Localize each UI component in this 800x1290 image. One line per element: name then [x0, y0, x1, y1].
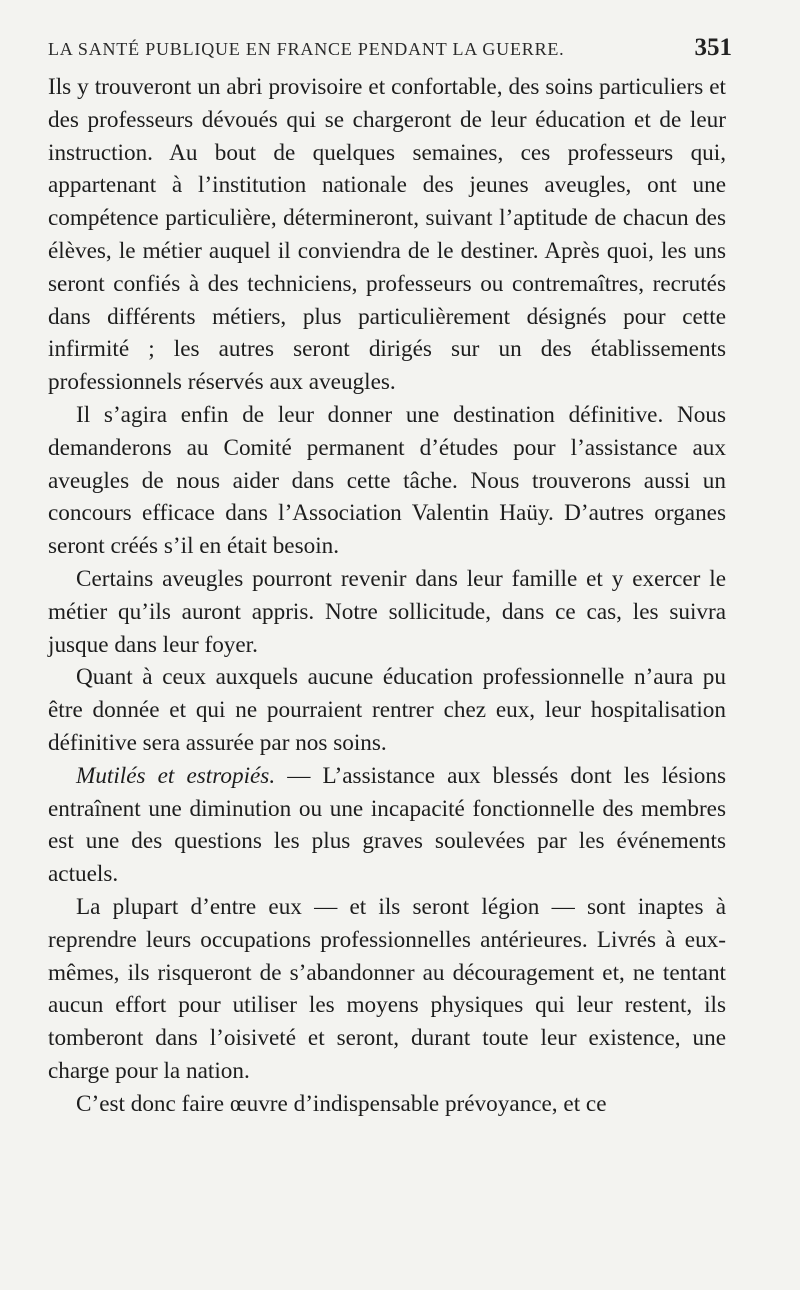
section-text: — L’assistance aux blessés dont les lésions entraînent une diminution ou une incapacité fonctionnelle des membres est une des questions les plus graves soulevées par les événements actuels.	[48, 762, 726, 888]
paragraph-continuation: Ils y trouveront un abri provisoire et confortable, des soins particuliers et des professeurs dévoués qui se chargeront de leur éducation et de leur instruction. Au bout de quelques semaines, ces professeurs qui, appartenant à l’institution nationale des jeunes aveugles, ont une compétence particulière, détermineront, suivant l’aptitude de chacun des élèves, le métier auquel il conviendra de le destiner. Après quoi, les uns seront confiés à des techniciens, professeurs ou contremaîtres, recrutés dans différents métiers, plus particulièrement désignés pour cette infirmité ; les autres seront dirigés sur un des établissements professionnels réservés aux aveugles.	[48, 74, 726, 396]
running-header	[48, 34, 732, 72]
body-text	[48, 71, 726, 1121]
paragraph-final-line: C’est donc faire œuvre d’indispensable prévoyance, et ce	[76, 1090, 607, 1117]
paragraph-family-return: Certains aveugles pourront revenir dans leur famille et y exercer le métier qu’ils auront appris. Notre sollicitude, dans ce cas, les suivra jusque dans leur foyer.	[48, 565, 726, 658]
paragraph-destination: Il s’agira enfin de leur donner une destination définitive. Nous demanderons au Comité permanent d’études pour l’assistance aux aveugles de nous aider dans cette tâche. Nous trouverons aussi un concours efficace dans l’Association Valentin Haüy. D’autres organes seront créés s’il en était besoin.	[48, 401, 726, 560]
paragraph-mutilated	[48, 760, 726, 891]
running-title: LA SANTÉ PUBLIQUE EN FRANCE PENDANT LA GUERRE.	[48, 39, 565, 59]
paragraph-legion: La plupart d’entre eux — et ils seront légion — sont inaptes à reprendre leurs occupations professionnelles antérieures. Livrés à eux-mêmes, ils risqueront de s’abandonner au découragement et, ne tentant aucun effort pour utiliser les moyens physiques qui leur restent, ils tomberont dans l’oisiveté et seront, durant toute leur existence, une charge pour la nation.	[48, 893, 726, 1084]
paragraph-hospitalisation: Quant à ceux auxquels aucune éducation professionnelle n’aura pu être donnée et qui ne pourraient rentrer chez eux, leur hospitalisation définitive sera assurée par nos soins.	[48, 664, 726, 756]
page-number: 351	[694, 34, 732, 61]
section-lead: Mutilés et estropiés.	[76, 762, 276, 789]
